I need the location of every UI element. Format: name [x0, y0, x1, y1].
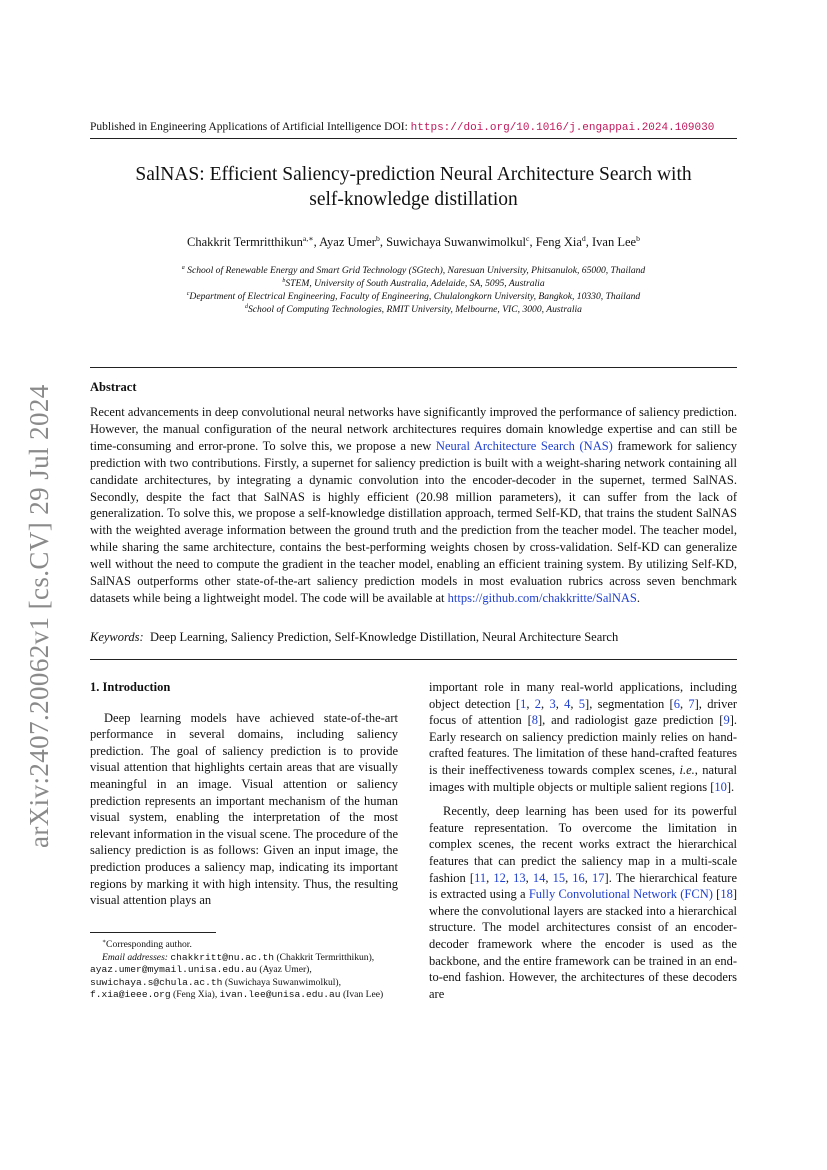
keywords	[90, 630, 737, 645]
citation-link[interactable]: 13	[513, 870, 526, 885]
title-line-1: SalNAS: Efficient Saliency-prediction Neural Architecture Search with	[135, 164, 692, 185]
citation-link[interactable]: 9	[723, 713, 730, 728]
email-addresses: Email addresses: chakkritt@nu.ac.th (Chakkrit Termritthikun), ayaz.umer@mymail.unisa.edu.au (Ayaz Umer), suwichaya.s@chula.ac.th (Suwichaya Suwanwimolkul), f.xia@ieee.org (Feng Xia), ivan.lee@unisa.edu.au (Ivan Lee)	[90, 951, 384, 1001]
intro-paragraph-continued: important role in many real-world applications, including object detection [1, 2, 3, 4, 5], segmentation [6, 7], driver focus of attention [8], and radiologist gaze prediction [9]. Early research on saliency prediction mainly relies on hand-crafted features. The limitation of these hand-crafted features is their ineffectiveness towards complex scenes, i.e., natural images with multiple objects or multiple salient regions [10].	[429, 680, 738, 794]
author-name: Chakkrit Termritthikun	[187, 235, 303, 249]
citation-link[interactable]: 8	[531, 713, 538, 728]
citation-link[interactable]: 10	[714, 779, 727, 794]
citation-link[interactable]: 15	[552, 870, 566, 885]
arxiv-identifier: arXiv:2407.20062v1 [cs.CV] 29 Jul 2024	[24, 384, 54, 848]
title-line-2: self-knowledge distillation	[309, 189, 518, 210]
citation-link[interactable]: 14	[532, 870, 546, 885]
header-divider	[90, 138, 737, 139]
author-affil-mark: b	[375, 233, 380, 243]
author-name: Suwichaya Suwanwimolkul	[386, 235, 526, 249]
fcn-acronym-link[interactable]: Fully Convolutional Network (FCN)	[528, 887, 713, 902]
citation-link[interactable]: 17	[592, 870, 605, 885]
left-column	[90, 679, 398, 917]
abstract-heading: Abstract	[90, 380, 137, 394]
email-link[interactable]: suwichaya.s@chula.ac.th	[90, 976, 223, 988]
journal-venue: Published in Engineering Applications of Artificial Intelligence	[90, 121, 382, 133]
citation-link[interactable]: 11	[474, 870, 487, 885]
citation-link[interactable]: 18	[720, 887, 733, 902]
intro-paragraph: Recently, deep learning has been used for its powerful feature representation. To overcome the limitation in complex scenes, the recent works extract the hierarchical features that can predict the saliency map in a multi-scale fashion [11, 12, 13, 14, 15, 16, 17]. The hierarchical feature is extracted using a Fully Convolutional Network (FCN) [18] where the convolutional layers are stacked into a hierarchical structure. The model architectures consist of an encoder-decoder framework where the encoder is used as the backbone, and the entire framework can be trained in an end-to-end fashion. However, the architectures of these decoders are	[429, 804, 738, 1001]
author-name: Feng Xia	[535, 235, 582, 249]
abstract-text: Recent advancements in deep convolutional neural networks have significantly improved the performance of saliency prediction. However, the manual configuration of the neural network architectures requires domain knowledge expertise and can still be time-consuming and error-prone. To solve this, we propose a new Neural Architecture Search (NAS) framework for saliency prediction with two contributions. Firstly, a supernet for saliency prediction is built with a weight-sharing network containing all candidate architectures, by integrating a dynamic convolution into the encoder-decoder in the supernet, termed SalNAS. Secondly, despite the fact that SalNAS is highly efficient (20.98 million parameters), it can suffer from the lack of generalization. To solve this, we propose a self-knowledge distillation approach, termed Self-KD, that trains the student SalNAS with the weighted average information between the ground truth and the prediction from the teacher model. The teacher model, while sharing the same architecture, contains the best-performing weights chosen by cross-validation. Self-KD can generalize well without the need to compute the gradient in the teacher model, enabling an efficient training system. By utilizing Self-KD, SalNAS outperforms other state-of-the-art saliency prediction models in most evaluation rubrics across seven benchmark datasets while being a lightweight model. The code will be available at https://github.com/chakkritte/SalNAS.	[90, 405, 737, 605]
email-link[interactable]: chakkritt@nu.ac.th	[170, 951, 275, 963]
author-affil-mark: c	[526, 233, 530, 243]
citation-link[interactable]: 2	[534, 696, 542, 711]
citation-link[interactable]: 16	[572, 870, 585, 885]
email-link[interactable]: f.xia@ieee.org	[90, 989, 171, 1001]
affiliation-item: $^c$Department of Electrical Engineering, Faculty of Engineering, Chulalongkorn University, Bangkok, 10330, Thailand	[186, 290, 641, 302]
abstract-top-rule	[90, 367, 737, 368]
footnote	[90, 939, 398, 1002]
footnote-rule	[90, 932, 216, 933]
paper-title	[90, 162, 737, 212]
abstract-bottom-rule	[90, 659, 737, 660]
citation-link[interactable]: 4	[564, 696, 571, 711]
affiliation-item: $^b$STEM, University of South Australia, Adelaide, SA, 5095, Australia	[282, 277, 545, 289]
citation-link[interactable]: 3	[549, 696, 556, 711]
affiliation-item: $^a$ School of Renewable Energy and Smart Grid Technology (SGtech), Naresuan University, Phitsanulok, 65000, Thailand	[181, 264, 646, 276]
keywords-text: Deep Learning, Saliency Prediction, Self-Knowledge Distillation, Neural Architecture Search	[149, 630, 619, 644]
author-affil-mark: a,∗	[302, 233, 314, 243]
journal-header	[90, 121, 737, 134]
email-link[interactable]: ayaz.umer@mymail.unisa.edu.au	[90, 964, 257, 976]
author-affil-mark: b	[636, 233, 640, 243]
corresponding-note: ∗Corresponding author.	[102, 938, 192, 950]
intro-paragraph: Deep learning models have achieved state-of-the-art performance in several domains, including saliency prediction. The goal of saliency prediction is to provide visual attention that highlights certain areas that are visually meaningful in an image. Visual attention or saliency prediction represents an important mechanism of the human visual system, enabling the interpretation of the most relevant information in the visual scene. The procedure of the saliency prediction is as follows: Given an input image, the prediction produces a saliency map, indicating its important regions by marking it with high intensity. Thus, the resulting visual attention plays an	[90, 710, 398, 908]
doi-link[interactable]: https://doi.org/10.1016/j.engappai.2024.109030	[410, 122, 715, 134]
author-affil-mark: d	[581, 233, 586, 243]
author-name: Ivan Lee	[592, 235, 637, 249]
citation-link[interactable]: 5	[578, 696, 586, 711]
doi-label: DOI:	[384, 121, 408, 133]
citation-link[interactable]: 1	[520, 696, 527, 711]
citation-link[interactable]: 12	[493, 870, 506, 885]
section-heading: 1. Introduction	[90, 680, 171, 694]
right-column	[429, 679, 737, 1010]
affiliation-item: $^d$School of Computing Technologies, RMIT University, Melbourne, VIC, 3000, Australia	[245, 303, 582, 315]
email-link[interactable]: ivan.lee@unisa.edu.au	[219, 989, 341, 1001]
keywords-label: Keywords:	[90, 630, 144, 644]
author-name: Ayaz Umer	[319, 235, 376, 249]
affiliations	[90, 264, 737, 316]
citation-link[interactable]: 6	[673, 696, 680, 711]
citation-link[interactable]: 7	[688, 696, 695, 711]
code-link[interactable]: https://github.com/chakkritte/SalNAS	[447, 590, 637, 605]
nas-acronym-link[interactable]: Neural Architecture Search (NAS)	[435, 438, 613, 453]
author-list: Chakkrit Termritthikun$^{a,∗}$, Ayaz Umer$^b$, Suwichaya Suwanwimolkul$^c$, Feng Xia$^d$, Ivan Lee$^b$	[187, 233, 640, 249]
